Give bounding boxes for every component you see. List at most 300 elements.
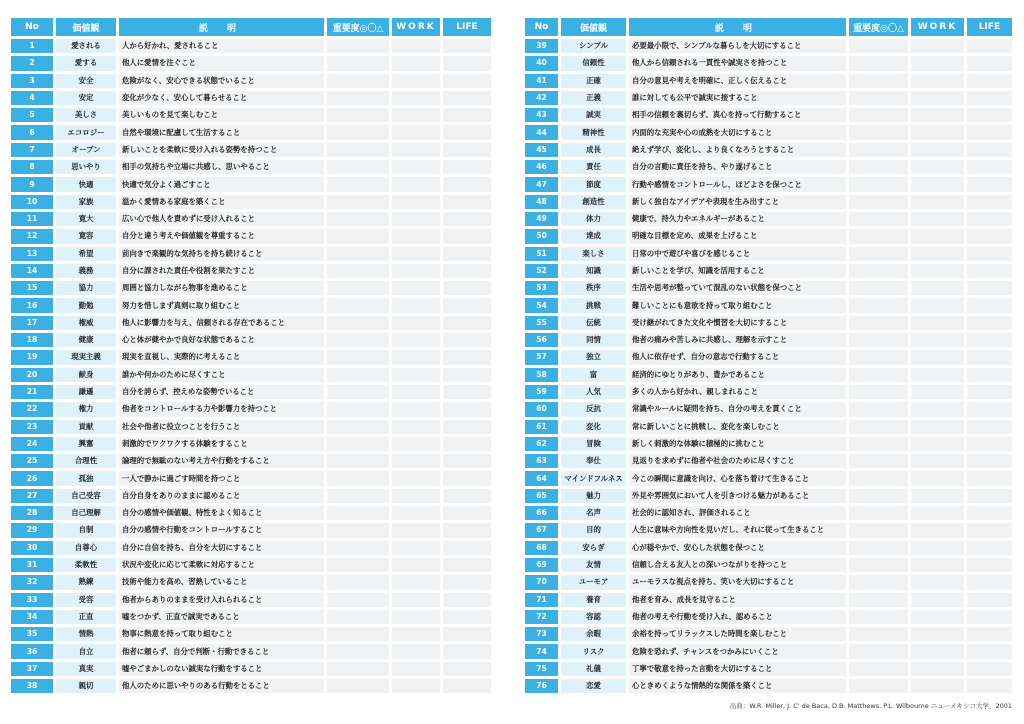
importance-cell[interactable] — [327, 541, 389, 555]
importance-cell[interactable] — [327, 523, 389, 537]
life-cell[interactable] — [443, 662, 491, 676]
life-cell[interactable] — [443, 125, 491, 139]
life-cell[interactable] — [967, 385, 1012, 399]
row-number: 35 — [11, 627, 53, 641]
header-value: 価値観 — [561, 18, 626, 36]
work-cell[interactable] — [911, 679, 964, 693]
value-description: 自分と違う考えや価値観を尊重すること — [119, 229, 324, 243]
row-number: 24 — [11, 437, 53, 451]
row-number: 25 — [11, 454, 53, 468]
importance-cell[interactable] — [327, 662, 389, 676]
work-cell[interactable] — [911, 506, 964, 520]
value-description: 一人で静かに過ごす時間を持つこと — [119, 471, 324, 485]
life-cell[interactable] — [967, 108, 1012, 122]
work-cell[interactable] — [911, 627, 964, 641]
life-cell[interactable] — [967, 143, 1012, 157]
life-cell[interactable] — [443, 281, 491, 295]
importance-cell[interactable] — [849, 558, 908, 572]
life-cell[interactable] — [967, 644, 1012, 658]
importance-cell[interactable] — [327, 108, 389, 122]
work-cell[interactable] — [392, 679, 440, 693]
life-cell[interactable] — [443, 385, 491, 399]
work-cell[interactable] — [911, 74, 964, 88]
row-number: 72 — [525, 610, 558, 624]
work-cell[interactable] — [911, 195, 964, 209]
table-row — [11, 247, 491, 261]
life-cell[interactable] — [967, 177, 1012, 191]
value-description: 新しいことを学び、知識を活用すること — [629, 264, 846, 278]
row-number: 20 — [11, 368, 53, 382]
importance-cell[interactable] — [849, 523, 908, 537]
value-name: 献身 — [56, 368, 116, 382]
importance-cell[interactable] — [849, 368, 908, 382]
importance-cell[interactable] — [849, 160, 908, 174]
value-description: 心と体が健やかで良好な状態であること — [119, 333, 324, 347]
life-cell[interactable] — [967, 264, 1012, 278]
work-cell[interactable] — [911, 662, 964, 676]
importance-cell[interactable] — [849, 437, 908, 451]
importance-cell[interactable] — [327, 575, 389, 589]
life-cell[interactable] — [967, 74, 1012, 88]
importance-cell[interactable] — [327, 160, 389, 174]
work-cell[interactable] — [911, 247, 964, 261]
life-cell[interactable] — [443, 679, 491, 693]
importance-cell[interactable] — [327, 385, 389, 399]
value-name: 信頼性 — [561, 56, 626, 70]
life-cell[interactable] — [967, 662, 1012, 676]
table-row — [11, 264, 491, 278]
work-cell[interactable] — [392, 420, 440, 434]
importance-cell[interactable] — [849, 91, 908, 105]
life-cell[interactable] — [443, 610, 491, 624]
work-cell[interactable] — [911, 454, 964, 468]
life-cell[interactable] — [443, 523, 491, 537]
table-row — [525, 437, 1012, 451]
work-cell[interactable] — [392, 264, 440, 278]
importance-cell[interactable] — [327, 471, 389, 485]
row-number: 54 — [525, 298, 558, 312]
life-cell[interactable] — [443, 91, 491, 105]
importance-cell[interactable] — [849, 385, 908, 399]
life-cell[interactable] — [443, 298, 491, 312]
work-cell[interactable] — [392, 247, 440, 261]
work-cell[interactable] — [392, 575, 440, 589]
work-cell[interactable] — [392, 558, 440, 572]
life-cell[interactable] — [967, 56, 1012, 70]
work-cell[interactable] — [392, 454, 440, 468]
work-cell[interactable] — [911, 264, 964, 278]
importance-cell[interactable] — [327, 195, 389, 209]
life-cell[interactable] — [967, 471, 1012, 485]
life-cell[interactable] — [967, 420, 1012, 434]
value-name: 義務 — [56, 264, 116, 278]
life-cell[interactable] — [967, 91, 1012, 105]
life-cell[interactable] — [967, 627, 1012, 641]
work-cell[interactable] — [392, 506, 440, 520]
life-cell[interactable] — [967, 593, 1012, 607]
value-description: 他者の考えや行動を受け入れ、認めること — [629, 610, 846, 624]
work-cell[interactable] — [392, 212, 440, 226]
work-cell[interactable] — [911, 541, 964, 555]
value-description: 危険がなく、安心できる状態でいること — [119, 74, 324, 88]
work-cell[interactable] — [911, 177, 964, 191]
work-cell[interactable] — [911, 385, 964, 399]
work-cell[interactable] — [392, 350, 440, 364]
importance-cell[interactable] — [327, 506, 389, 520]
value-description: 今この瞬間に意識を向け、心を落ち着けて生きること — [629, 471, 846, 485]
value-name: 自尊心 — [56, 541, 116, 555]
life-cell[interactable] — [443, 420, 491, 434]
work-cell[interactable] — [911, 471, 964, 485]
importance-cell[interactable] — [849, 143, 908, 157]
importance-cell[interactable] — [327, 143, 389, 157]
life-cell[interactable] — [967, 679, 1012, 693]
work-cell[interactable] — [392, 143, 440, 157]
work-cell[interactable] — [392, 333, 440, 347]
importance-cell[interactable] — [849, 644, 908, 658]
work-cell[interactable] — [911, 575, 964, 589]
row-number: 10 — [11, 195, 53, 209]
work-cell[interactable] — [392, 644, 440, 658]
importance-cell[interactable] — [327, 437, 389, 451]
importance-cell[interactable] — [327, 74, 389, 88]
table-row — [525, 644, 1012, 658]
importance-cell[interactable] — [849, 610, 908, 624]
importance-cell[interactable] — [327, 420, 389, 434]
life-cell[interactable] — [967, 402, 1012, 416]
life-cell[interactable] — [967, 229, 1012, 243]
importance-cell[interactable] — [327, 679, 389, 693]
importance-cell[interactable] — [849, 350, 908, 364]
work-cell[interactable] — [911, 437, 964, 451]
importance-cell[interactable] — [327, 264, 389, 278]
value-description: 明確な目標を定め、成果を上げること — [629, 229, 846, 243]
table-row — [11, 644, 491, 658]
life-cell[interactable] — [443, 454, 491, 468]
value-description: 自分に自信を持ち、自分を大切にすること — [119, 541, 324, 555]
life-cell[interactable] — [967, 212, 1012, 226]
life-cell[interactable] — [967, 541, 1012, 555]
table-row — [525, 91, 1012, 105]
header-importance: 重要度◎〇△ — [849, 18, 908, 36]
importance-cell[interactable] — [327, 247, 389, 261]
life-cell[interactable] — [443, 644, 491, 658]
importance-cell[interactable] — [849, 264, 908, 278]
life-cell[interactable] — [443, 489, 491, 503]
life-cell[interactable] — [967, 350, 1012, 364]
importance-cell[interactable] — [327, 91, 389, 105]
value-description: 健康で、持久力やエネルギーがあること — [629, 212, 846, 226]
life-cell[interactable] — [443, 437, 491, 451]
work-cell[interactable] — [392, 39, 440, 53]
life-cell[interactable] — [967, 247, 1012, 261]
importance-cell[interactable] — [327, 454, 389, 468]
work-cell[interactable] — [392, 74, 440, 88]
life-cell[interactable] — [967, 575, 1012, 589]
work-cell[interactable] — [911, 420, 964, 434]
life-cell[interactable] — [443, 74, 491, 88]
work-cell[interactable] — [911, 368, 964, 382]
importance-cell[interactable] — [327, 627, 389, 641]
life-cell[interactable] — [967, 160, 1012, 174]
life-cell[interactable] — [967, 368, 1012, 382]
row-number: 49 — [525, 212, 558, 226]
life-cell[interactable] — [967, 195, 1012, 209]
value-description: 多くの人から好かれ、親しまれること — [629, 385, 846, 399]
row-number: 71 — [525, 593, 558, 607]
life-cell[interactable] — [967, 298, 1012, 312]
value-name: 受容 — [56, 593, 116, 607]
importance-cell[interactable] — [849, 247, 908, 261]
work-cell[interactable] — [911, 558, 964, 572]
work-cell[interactable] — [911, 212, 964, 226]
importance-cell[interactable] — [327, 212, 389, 226]
importance-cell[interactable] — [849, 74, 908, 88]
importance-cell[interactable] — [849, 281, 908, 295]
life-cell[interactable] — [967, 39, 1012, 53]
table-row — [525, 160, 1012, 174]
life-cell[interactable] — [967, 125, 1012, 139]
importance-cell[interactable] — [327, 489, 389, 503]
life-cell[interactable] — [443, 471, 491, 485]
work-cell[interactable] — [392, 229, 440, 243]
work-cell[interactable] — [392, 541, 440, 555]
work-cell[interactable] — [911, 108, 964, 122]
work-cell[interactable] — [911, 523, 964, 537]
work-cell[interactable] — [392, 471, 440, 485]
table-row — [525, 420, 1012, 434]
importance-cell[interactable] — [849, 56, 908, 70]
importance-cell[interactable] — [327, 316, 389, 330]
life-cell[interactable] — [443, 627, 491, 641]
importance-cell[interactable] — [849, 229, 908, 243]
work-cell[interactable] — [392, 627, 440, 641]
work-cell[interactable] — [392, 160, 440, 174]
value-name: 希望 — [56, 247, 116, 261]
value-name: 自己受容 — [56, 489, 116, 503]
work-cell[interactable] — [392, 368, 440, 382]
table-row — [11, 281, 491, 295]
life-cell[interactable] — [443, 541, 491, 555]
value-description: 見返りを求めずに他者や社会のために尽くすこと — [629, 454, 846, 468]
life-cell[interactable] — [443, 506, 491, 520]
value-description: ユーモラスな視点を持ち、笑いを大切にすること — [629, 575, 846, 589]
importance-cell[interactable] — [327, 558, 389, 572]
life-cell[interactable] — [967, 610, 1012, 624]
work-cell[interactable] — [392, 195, 440, 209]
importance-cell[interactable] — [849, 39, 908, 53]
row-number: 57 — [525, 350, 558, 364]
importance-cell[interactable] — [849, 195, 908, 209]
importance-cell[interactable] — [849, 108, 908, 122]
work-cell[interactable] — [911, 644, 964, 658]
value-description: 受け継がれてきた文化や慣習を大切にすること — [629, 316, 846, 330]
importance-cell[interactable] — [327, 39, 389, 53]
importance-cell[interactable] — [849, 471, 908, 485]
importance-cell[interactable] — [327, 593, 389, 607]
work-cell[interactable] — [911, 56, 964, 70]
importance-cell[interactable] — [849, 489, 908, 503]
work-cell[interactable] — [911, 39, 964, 53]
value-name: 精神性 — [561, 125, 626, 139]
work-cell[interactable] — [911, 143, 964, 157]
value-name: 貢献 — [56, 420, 116, 434]
life-cell[interactable] — [443, 402, 491, 416]
value-name: 冒険 — [561, 437, 626, 451]
work-cell[interactable] — [911, 402, 964, 416]
importance-cell[interactable] — [327, 333, 389, 347]
work-cell[interactable] — [911, 350, 964, 364]
work-cell[interactable] — [392, 523, 440, 537]
importance-cell[interactable] — [849, 316, 908, 330]
work-cell[interactable] — [911, 316, 964, 330]
work-cell[interactable] — [392, 610, 440, 624]
work-cell[interactable] — [392, 91, 440, 105]
table-row — [11, 523, 491, 537]
work-cell[interactable] — [392, 316, 440, 330]
work-cell[interactable] — [392, 56, 440, 70]
importance-cell[interactable] — [849, 333, 908, 347]
importance-cell[interactable] — [849, 593, 908, 607]
importance-cell[interactable] — [849, 177, 908, 191]
importance-cell[interactable] — [849, 679, 908, 693]
life-cell[interactable] — [443, 316, 491, 330]
life-cell[interactable] — [443, 333, 491, 347]
life-cell[interactable] — [967, 558, 1012, 572]
row-number: 48 — [525, 195, 558, 209]
life-cell[interactable] — [443, 350, 491, 364]
table-row — [11, 489, 491, 503]
life-cell[interactable] — [443, 264, 491, 278]
work-cell[interactable] — [911, 593, 964, 607]
value-name: 同情 — [561, 333, 626, 347]
life-cell[interactable] — [443, 593, 491, 607]
row-number: 3 — [11, 74, 53, 88]
importance-cell[interactable] — [849, 662, 908, 676]
importance-cell[interactable] — [327, 350, 389, 364]
work-cell[interactable] — [911, 333, 964, 347]
life-cell[interactable] — [967, 489, 1012, 503]
value-name: 知識 — [561, 264, 626, 278]
table-row — [11, 125, 491, 139]
importance-cell[interactable] — [849, 575, 908, 589]
importance-cell[interactable] — [849, 212, 908, 226]
table-row — [525, 108, 1012, 122]
value-name: 人気 — [561, 385, 626, 399]
life-cell[interactable] — [967, 454, 1012, 468]
life-cell[interactable] — [443, 247, 491, 261]
importance-cell[interactable] — [327, 56, 389, 70]
work-cell[interactable] — [392, 662, 440, 676]
life-cell[interactable] — [443, 56, 491, 70]
row-number: 2 — [11, 56, 53, 70]
importance-cell[interactable] — [327, 125, 389, 139]
life-cell[interactable] — [443, 39, 491, 53]
value-description: 自分の感情や価値観、特性をよく知ること — [119, 506, 324, 520]
work-cell[interactable] — [392, 402, 440, 416]
importance-cell[interactable] — [327, 402, 389, 416]
life-cell[interactable] — [443, 575, 491, 589]
importance-cell[interactable] — [327, 610, 389, 624]
life-cell[interactable] — [443, 212, 491, 226]
table-header-row — [11, 18, 491, 36]
importance-cell[interactable] — [327, 368, 389, 382]
value-name: エコロジー — [56, 125, 116, 139]
importance-cell[interactable] — [849, 541, 908, 555]
table-row — [525, 74, 1012, 88]
life-cell[interactable] — [443, 368, 491, 382]
importance-cell[interactable] — [849, 454, 908, 468]
work-cell[interactable] — [392, 281, 440, 295]
life-cell[interactable] — [443, 108, 491, 122]
work-cell[interactable] — [392, 385, 440, 399]
value-description: 相手の気持ちや立場に共感し、思いやること — [119, 160, 324, 174]
work-cell[interactable] — [911, 281, 964, 295]
life-cell[interactable] — [443, 229, 491, 243]
row-number: 56 — [525, 333, 558, 347]
work-cell[interactable] — [911, 229, 964, 243]
importance-cell[interactable] — [849, 420, 908, 434]
life-cell[interactable] — [967, 316, 1012, 330]
work-cell[interactable] — [911, 91, 964, 105]
importance-cell[interactable] — [849, 627, 908, 641]
importance-cell[interactable] — [849, 402, 908, 416]
table-row — [525, 489, 1012, 503]
work-cell[interactable] — [911, 125, 964, 139]
work-cell[interactable] — [911, 489, 964, 503]
life-cell[interactable] — [967, 281, 1012, 295]
work-cell[interactable] — [392, 437, 440, 451]
value-description: 他者をコントロールする力や影響力を持つこと — [119, 402, 324, 416]
work-cell[interactable] — [911, 298, 964, 312]
life-cell[interactable] — [443, 143, 491, 157]
life-cell[interactable] — [443, 177, 491, 191]
table-row — [525, 177, 1012, 191]
row-number: 70 — [525, 575, 558, 589]
work-cell[interactable] — [392, 298, 440, 312]
work-cell[interactable] — [392, 593, 440, 607]
importance-cell[interactable] — [327, 281, 389, 295]
importance-cell[interactable] — [327, 177, 389, 191]
row-number: 52 — [525, 264, 558, 278]
work-cell[interactable] — [392, 489, 440, 503]
life-cell[interactable] — [967, 523, 1012, 537]
value-name: 富 — [561, 368, 626, 382]
life-cell[interactable] — [967, 437, 1012, 451]
importance-cell[interactable] — [327, 644, 389, 658]
value-description: 他人のために思いやりのある行動をとること — [119, 679, 324, 693]
work-cell[interactable] — [392, 108, 440, 122]
value-description: 新しく独自なアイデアや表現を生み出すこと — [629, 195, 846, 209]
importance-cell[interactable] — [849, 298, 908, 312]
life-cell[interactable] — [967, 333, 1012, 347]
importance-cell[interactable] — [327, 229, 389, 243]
life-cell[interactable] — [443, 160, 491, 174]
life-cell[interactable] — [967, 506, 1012, 520]
work-cell[interactable] — [392, 125, 440, 139]
work-cell[interactable] — [911, 160, 964, 174]
importance-cell[interactable] — [327, 298, 389, 312]
importance-cell[interactable] — [849, 506, 908, 520]
life-cell[interactable] — [443, 558, 491, 572]
work-cell[interactable] — [392, 177, 440, 191]
importance-cell[interactable] — [849, 125, 908, 139]
life-cell[interactable] — [443, 195, 491, 209]
work-cell[interactable] — [911, 610, 964, 624]
value-description: 絶えず学び、変化し、より良くなろうとすること — [629, 143, 846, 157]
table-row — [525, 368, 1012, 382]
row-number: 15 — [11, 281, 53, 295]
